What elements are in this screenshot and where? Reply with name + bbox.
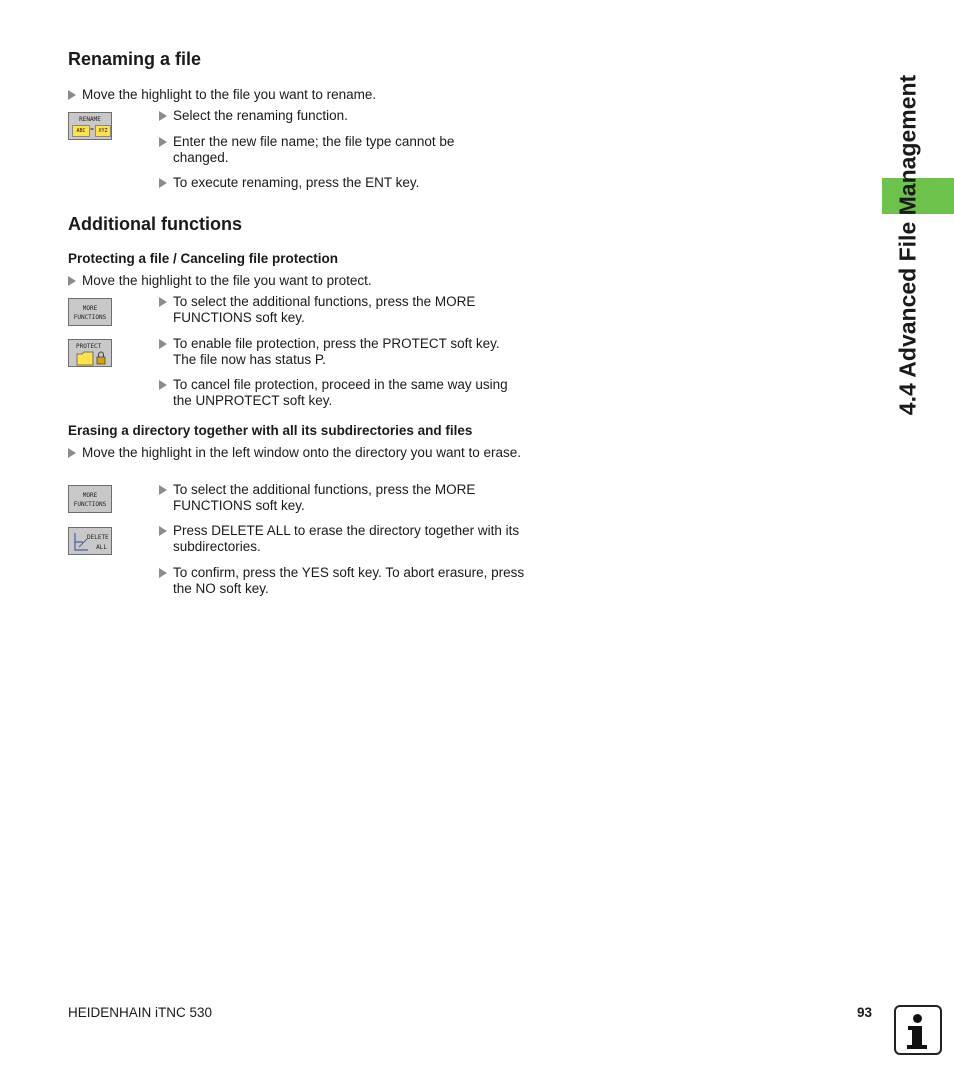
erase-step-1: Move the highlight in the left window onto the directory you want to erase. [68, 445, 522, 461]
arrow-icon [159, 485, 167, 495]
arrow-icon [68, 276, 76, 286]
arrow-icon [159, 111, 167, 121]
rename-abc-box: ABC [72, 125, 90, 137]
protected-file-icon [75, 350, 109, 366]
softkey-label-line2: ALL [96, 544, 107, 551]
erase-step-3: Press DELETE ALL to erase the directory together with its subdirectories. [159, 523, 523, 555]
softkey-label: PROTECT [76, 343, 102, 350]
protect-subheading: Protecting a file / Canceling file protection [68, 251, 339, 266]
rename-equals: = [90, 126, 94, 133]
more-functions-softkey[interactable] [68, 485, 112, 513]
protect-step-1: Move the highlight to the file you want to protect. [68, 273, 522, 289]
info-icon [894, 1005, 942, 1055]
softkey-label-line2: FUNCTIONS [73, 314, 107, 321]
delete-all-softkey[interactable] [68, 527, 112, 555]
protect-softkey[interactable] [68, 339, 112, 367]
footer-product: HEIDENHAIN iTNC 530 [68, 1005, 213, 1020]
erase-step-2: To select the additional functions, press the MORE FUNCTIONS soft key. [159, 482, 523, 514]
erase-step-4: To confirm, press the YES soft key. To abort erasure, press the NO soft key. [159, 565, 533, 597]
arrow-icon [159, 339, 167, 349]
erase-subheading: Erasing a directory together with all its subdirectories and files [68, 423, 473, 438]
arrow-icon [68, 90, 76, 100]
protect-step-2: To select the additional functions, press the MORE FUNCTIONS soft key. [159, 294, 523, 326]
renaming-heading: Renaming a file [68, 49, 202, 69]
rename-step-1: Move the highlight to the file you want to rename. [68, 87, 522, 103]
rename-step-4: To execute renaming, press the ENT key. [159, 175, 523, 191]
protect-step-3: To enable file protection, press the PROTECT soft key. The file now has status P. [159, 336, 523, 368]
rename-xyz-box: XYZ [95, 125, 111, 137]
page-number: 93 [857, 1005, 873, 1020]
chapter-title-text: 4.4 Advanced File Management [894, 74, 921, 416]
rename-step-3: Enter the new file name; the file type cannot be changed. [159, 134, 513, 166]
arrow-icon [159, 568, 167, 578]
arrow-icon [159, 380, 167, 390]
softkey-label-line1: DELETE [87, 534, 109, 541]
arrow-icon [68, 448, 76, 458]
more-functions-softkey[interactable] [68, 298, 112, 326]
rename-step-2: Select the renaming function. [159, 108, 523, 124]
softkey-label-line2: FUNCTIONS [73, 501, 107, 508]
arrow-icon [159, 137, 167, 147]
protect-step-4: To cancel file protection, proceed in the same way using the UNPROTECT soft key. [159, 377, 523, 409]
arrow-icon [159, 178, 167, 188]
softkey-label-line1: MORE [82, 492, 98, 499]
arrow-icon [159, 526, 167, 536]
additional-heading: Additional functions [68, 214, 242, 234]
arrow-icon [159, 297, 167, 307]
softkey-label-line1: MORE [82, 305, 98, 312]
softkey-label: RENAME [79, 116, 101, 123]
rename-softkey[interactable] [68, 112, 112, 140]
